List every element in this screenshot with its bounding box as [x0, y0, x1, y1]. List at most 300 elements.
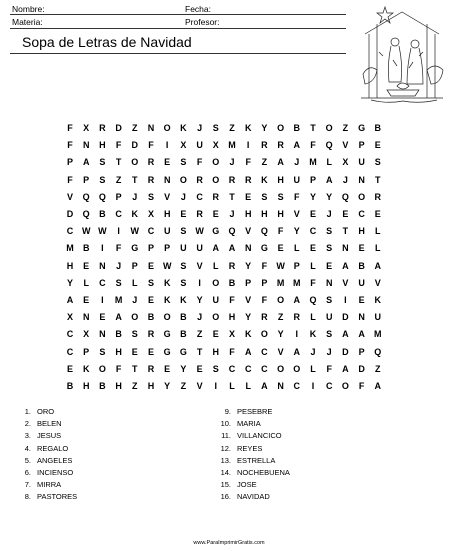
word-number: 5.: [24, 455, 31, 465]
grid-letter: J: [326, 209, 332, 219]
grid-letter: S: [131, 329, 138, 340]
grid-letter: S: [147, 277, 154, 288]
grid-letter: R: [196, 174, 203, 185]
grid-letter: E: [196, 363, 203, 374]
grid-letter: D: [342, 346, 349, 357]
grid-letter: O: [277, 123, 285, 133]
word-text: JOSE: [237, 480, 257, 490]
grid-letter: L: [83, 277, 89, 288]
grid-letter: C: [66, 346, 74, 357]
grid-letter: A: [115, 312, 122, 323]
grid-letter: S: [180, 157, 187, 168]
grid-letter: M: [293, 277, 301, 288]
grid-letter: G: [163, 346, 171, 357]
word-number: 9.: [224, 407, 231, 416]
grid-letter: F: [277, 226, 284, 237]
grid-letter: F: [67, 140, 73, 151]
grid-letter: F: [310, 140, 316, 151]
grid-letter: Z: [132, 381, 138, 391]
grid-letter: O: [212, 312, 220, 323]
grid-letter: T: [375, 174, 381, 185]
grid-letter: K: [180, 295, 187, 305]
grid-letter: O: [163, 312, 171, 323]
grid-letter: T: [132, 174, 138, 185]
grid-letter: X: [228, 329, 235, 340]
grid-letter: E: [212, 329, 219, 340]
grid-letter: E: [164, 157, 171, 168]
grid-letter: S: [261, 191, 268, 202]
grid-letter: R: [212, 191, 220, 202]
grid-letter: Y: [293, 226, 300, 237]
grid-letter: Y: [66, 277, 73, 288]
grid-letter: B: [82, 243, 90, 254]
grid-letter: N: [99, 329, 106, 340]
grid-letter: F: [115, 363, 122, 374]
grid-letter: B: [358, 260, 365, 271]
grid-letter: H: [212, 346, 220, 357]
grid-letter: A: [342, 329, 349, 340]
grid-letter: F: [229, 346, 235, 357]
grid-letter: J: [197, 123, 203, 133]
grid-letter: F: [261, 260, 268, 271]
grid-letter: Z: [115, 174, 122, 185]
grid-letter: F: [310, 277, 316, 288]
grid-letter: K: [163, 277, 171, 288]
grid-letter: H: [82, 381, 90, 391]
word-number: 4.: [24, 443, 31, 453]
grid-letter: G: [212, 226, 220, 237]
header-line-1: [10, 14, 346, 15]
grid-letter: U: [293, 174, 301, 185]
grid-letter: R: [147, 174, 155, 185]
word-number: 1.: [24, 407, 31, 416]
grid-letter: U: [180, 243, 187, 254]
word-list-right: [220, 406, 290, 504]
grid-letter: M: [114, 295, 123, 305]
grid-letter: N: [342, 243, 349, 254]
grid-letter: N: [147, 123, 155, 133]
grid-letter: R: [228, 174, 236, 185]
grid-letter: F: [358, 381, 365, 391]
grid-letter: A: [325, 174, 333, 185]
grid-letter: R: [147, 157, 155, 168]
grid-letter: R: [261, 312, 268, 323]
grid-letter: C: [244, 363, 252, 374]
grid-letter: K: [374, 295, 382, 305]
word-number: 3.: [24, 431, 31, 441]
grid-letter: D: [115, 123, 122, 133]
word-text: ESTRELLA: [237, 455, 276, 465]
grid-letter: X: [147, 209, 154, 219]
word-text: REGALO: [37, 443, 69, 453]
grid-letter: I: [117, 226, 120, 237]
grid-letter: P: [261, 277, 268, 288]
grid-letter: C: [147, 226, 155, 237]
grid-letter: J: [294, 157, 300, 168]
word-number: 12.: [220, 443, 231, 453]
grid-letter: L: [310, 260, 316, 271]
word-list-item: [20, 443, 77, 455]
grid-letter: N: [277, 381, 284, 391]
grid-letter: Y: [196, 295, 203, 305]
grid-letter: H: [277, 209, 284, 219]
grid-letter: F: [67, 123, 73, 133]
word-list-item: [20, 430, 77, 442]
grid-letter: Y: [245, 312, 252, 323]
grid-letter: T: [196, 346, 203, 357]
grid-letter: A: [342, 260, 349, 271]
word-text: JESUS: [37, 431, 62, 441]
word-list-item: [220, 455, 290, 467]
word-list-item: [220, 467, 290, 479]
grid-letter: V: [342, 277, 349, 288]
grid-letter: N: [358, 312, 365, 323]
word-number: 10.: [220, 419, 231, 429]
grid-letter: U: [374, 312, 382, 323]
word-number: 11.: [221, 431, 231, 441]
grid-letter: Z: [261, 157, 268, 168]
grid-letter: J: [197, 312, 203, 323]
grid-letter: E: [180, 209, 187, 219]
grid-letter: P: [293, 260, 300, 271]
grid-letter: E: [131, 346, 138, 357]
grid-letter: Q: [82, 191, 90, 202]
grid-letter: S: [99, 157, 106, 168]
grid-letter: E: [374, 140, 381, 151]
grid-letter: V: [245, 295, 252, 305]
word-number: 14.: [220, 468, 231, 478]
grid-letter: W: [162, 260, 172, 271]
word-list-left: [20, 406, 77, 504]
grid-letter: M: [276, 277, 285, 288]
grid-letter: P: [358, 140, 365, 151]
grid-letter: L: [326, 157, 332, 168]
grid-letter: J: [326, 346, 332, 357]
grid-letter: E: [342, 209, 349, 219]
grid-letter: H: [277, 174, 284, 185]
grid-letter: K: [180, 123, 187, 133]
grid-letter: E: [358, 243, 365, 254]
grid-letter: E: [326, 260, 333, 271]
grid-letter: V: [66, 191, 73, 202]
grid-letter: Q: [374, 346, 382, 357]
grid-letter: E: [83, 260, 90, 271]
grid-letter: O: [98, 363, 106, 374]
grid-letter: O: [131, 312, 139, 323]
grid-letter: P: [83, 346, 90, 357]
word-text: VILLANCICO: [237, 431, 282, 441]
page-title: Sopa de Letras de Navidad: [22, 34, 192, 50]
word-list-item: [220, 418, 290, 430]
grid-letter: G: [131, 243, 139, 254]
grid-letter: U: [196, 140, 203, 151]
grid-letter: X: [83, 123, 90, 133]
grid-letter: F: [261, 295, 268, 305]
grid-letter: X: [342, 157, 349, 168]
grid-letter: S: [180, 260, 187, 271]
grid-letter: J: [342, 174, 348, 185]
grid-letter: C: [309, 226, 317, 237]
grid-letter: I: [344, 295, 347, 305]
nombre-label: Nombre:: [12, 4, 45, 14]
grid-letter: R: [228, 260, 236, 271]
grid-letter: Y: [245, 260, 252, 271]
grid-letter: M: [228, 140, 236, 151]
word-text: MARIA: [237, 419, 261, 429]
grid-letter: O: [260, 329, 268, 340]
grid-letter: S: [277, 191, 284, 202]
grid-letter: T: [342, 226, 349, 237]
grid-letter: P: [66, 157, 73, 168]
word-list-item: [220, 406, 290, 418]
grid-letter: E: [358, 295, 365, 305]
grid-letter: N: [82, 312, 90, 323]
grid-letter: A: [212, 243, 220, 254]
grid-letter: S: [212, 123, 219, 133]
grid-letter: P: [164, 243, 171, 254]
grid-letter: O: [325, 123, 333, 133]
grid-letter: H: [228, 312, 236, 323]
grid-letter: J: [116, 260, 122, 271]
grid-letter: V: [164, 191, 171, 202]
grid-letter: U: [358, 157, 365, 168]
grid-letter: H: [244, 209, 252, 219]
grid-letter: J: [229, 157, 235, 168]
grid-letter: E: [245, 191, 252, 202]
grid-letter: V: [245, 226, 252, 237]
grid-letter: B: [99, 381, 106, 391]
grid-letter: M: [309, 157, 317, 168]
grid-letter: I: [246, 140, 250, 151]
word-number: 13.: [220, 455, 231, 465]
grid-letter: I: [295, 329, 299, 340]
grid-letter: F: [294, 191, 300, 202]
grid-letter: Z: [229, 123, 235, 133]
materia-label: Materia:: [12, 17, 43, 27]
grid-letter: P: [245, 277, 252, 288]
grid-letter: V: [196, 381, 203, 391]
grid-letter: Y: [261, 123, 268, 133]
grid-letter: P: [309, 174, 316, 185]
word-list-item: [20, 479, 77, 491]
grid-letter: B: [99, 209, 106, 219]
grid-letter: C: [66, 226, 74, 237]
grid-letter: U: [163, 226, 171, 237]
grid-letter: S: [326, 295, 333, 305]
grid-letter: X: [180, 140, 187, 151]
grid-letter: J: [132, 295, 138, 305]
grid-letter: G: [260, 243, 268, 254]
grid-letter: S: [326, 226, 333, 237]
grid-letter: K: [163, 295, 171, 305]
grid-letter: K: [261, 174, 268, 185]
grid-letter: A: [228, 243, 236, 254]
grid-letter: M: [374, 329, 382, 340]
grid-letter: Q: [341, 191, 349, 202]
grid-letter: A: [261, 381, 268, 391]
grid-letter: K: [244, 123, 252, 133]
word-list-item: [20, 418, 77, 430]
grid-letter: R: [147, 329, 155, 340]
grid-letter: K: [244, 329, 252, 340]
grid-letter: O: [131, 157, 139, 168]
word-text: PESEBRE: [237, 407, 273, 416]
word-text: ANGELES: [37, 455, 73, 465]
grid-letter: R: [374, 191, 382, 202]
header-line-2: [10, 28, 346, 29]
word-list-item: [220, 430, 290, 442]
grid-letter: A: [374, 381, 382, 391]
grid-letter: U: [196, 243, 203, 254]
grid-letter: Y: [277, 329, 284, 340]
grid-letter: A: [293, 140, 301, 151]
word-list-item: [220, 491, 290, 503]
grid-letter: L: [375, 226, 381, 237]
grid-letter: X: [212, 140, 219, 151]
grid-letter: A: [293, 346, 301, 357]
grid-letter: O: [179, 174, 187, 185]
grid-letter: F: [196, 157, 203, 168]
grid-letter: N: [163, 174, 171, 185]
nativity-scene-illustration: [357, 4, 447, 108]
grid-letter: R: [244, 174, 252, 185]
grid-letter: X: [66, 312, 73, 323]
grid-letter: A: [293, 295, 301, 305]
grid-letter: L: [245, 381, 251, 391]
grid-letter: E: [374, 209, 381, 219]
grid-letter: N: [82, 140, 90, 151]
grid-letter: F: [115, 243, 122, 254]
grid-letter: C: [66, 329, 74, 340]
grid-letter: Q: [228, 226, 236, 237]
grid-letter: H: [147, 381, 155, 391]
grid-letter: A: [244, 346, 252, 357]
grid-letter: K: [82, 363, 90, 374]
grid-letter: A: [358, 329, 365, 340]
grid-letter: A: [82, 157, 90, 168]
grid-letter: W: [276, 260, 285, 271]
fecha-label: Fecha:: [185, 4, 211, 14]
grid-letter: K: [131, 209, 139, 219]
grid-letter: Y: [164, 381, 171, 391]
profesor-label: Profesor:: [185, 17, 220, 27]
word-number: 8.: [24, 492, 31, 502]
grid-letter: O: [212, 157, 220, 168]
grid-letter: C: [196, 191, 203, 202]
grid-letter: C: [99, 277, 106, 288]
grid-letter: B: [293, 123, 301, 133]
grid-letter: H: [163, 209, 171, 219]
grid-letter: Z: [342, 123, 349, 133]
grid-letter: C: [358, 209, 365, 219]
grid-letter: B: [228, 277, 236, 288]
grid-letter: Q: [260, 226, 268, 237]
grid-letter: H: [99, 140, 106, 151]
grid-letter: D: [358, 363, 365, 374]
grid-letter: W: [130, 226, 140, 237]
grid-letter: J: [132, 191, 138, 202]
grid-letter: F: [148, 140, 154, 151]
grid-letter: C: [115, 209, 122, 219]
grid-letter: S: [212, 363, 219, 374]
grid-letter: X: [83, 329, 90, 340]
grid-letter: E: [66, 363, 73, 374]
grid-letter: V: [293, 209, 300, 219]
grid-letter: P: [358, 346, 365, 357]
grid-letter: L: [310, 312, 316, 323]
grid-letter: O: [212, 277, 220, 288]
grid-letter: T: [132, 363, 138, 374]
grid-letter: Z: [132, 123, 138, 133]
grid-letter: S: [374, 157, 381, 168]
word-list-item: [220, 443, 290, 455]
grid-letter: N: [358, 174, 365, 185]
grid-letter: W: [195, 226, 204, 237]
grid-letter: E: [83, 295, 90, 305]
grid-letter: D: [342, 312, 349, 323]
word-number: 7.: [24, 480, 31, 490]
grid-letter: S: [115, 277, 122, 288]
grid-letter: O: [277, 363, 285, 374]
grid-letter: Q: [82, 209, 90, 219]
grid-letter: J: [180, 191, 186, 202]
title-underline: [10, 53, 346, 54]
grid-letter: O: [212, 174, 220, 185]
grid-letter: S: [99, 174, 106, 185]
word-text: NAVIDAD: [237, 492, 270, 502]
grid-letter: E: [147, 346, 154, 357]
grid-letter: F: [67, 174, 73, 185]
grid-letter: T: [229, 191, 235, 202]
grid-letter: O: [358, 191, 366, 202]
grid-letter: R: [293, 312, 301, 323]
grid-letter: H: [261, 209, 268, 219]
word-text: REYES: [237, 443, 263, 453]
grid-letter: L: [229, 381, 235, 391]
grid-letter: Z: [375, 363, 381, 374]
grid-letter: S: [326, 243, 333, 254]
grid-letter: G: [163, 329, 171, 340]
grid-letter: I: [311, 381, 315, 391]
word-text: MIRRA: [37, 480, 62, 490]
grid-letter: R: [147, 363, 155, 374]
grid-letter: E: [147, 295, 154, 305]
grid-letter: I: [101, 295, 104, 305]
grid-letter: V: [277, 346, 284, 357]
grid-letter: O: [293, 363, 301, 374]
grid-letter: K: [309, 329, 317, 340]
word-text: INCIENSO: [37, 468, 74, 478]
grid-letter: B: [115, 329, 122, 340]
grid-letter: P: [83, 174, 90, 185]
grid-letter: C: [325, 381, 333, 391]
word-number: 2.: [24, 419, 31, 429]
grid-letter: C: [261, 363, 268, 374]
grid-letter: V: [196, 260, 203, 271]
grid-letter: Y: [180, 363, 187, 374]
grid-letter: F: [229, 295, 235, 305]
grid-letter: R: [99, 123, 106, 133]
word-number: 6.: [24, 468, 31, 478]
grid-letter: B: [66, 381, 74, 391]
grid-letter: U: [212, 295, 220, 305]
grid-letter: U: [358, 277, 365, 288]
grid-letter: R: [261, 140, 268, 151]
grid-letter: H: [66, 260, 74, 271]
grid-letter: F: [115, 140, 122, 151]
grid-letter: T: [310, 123, 316, 133]
grid-letter: A: [342, 363, 349, 374]
